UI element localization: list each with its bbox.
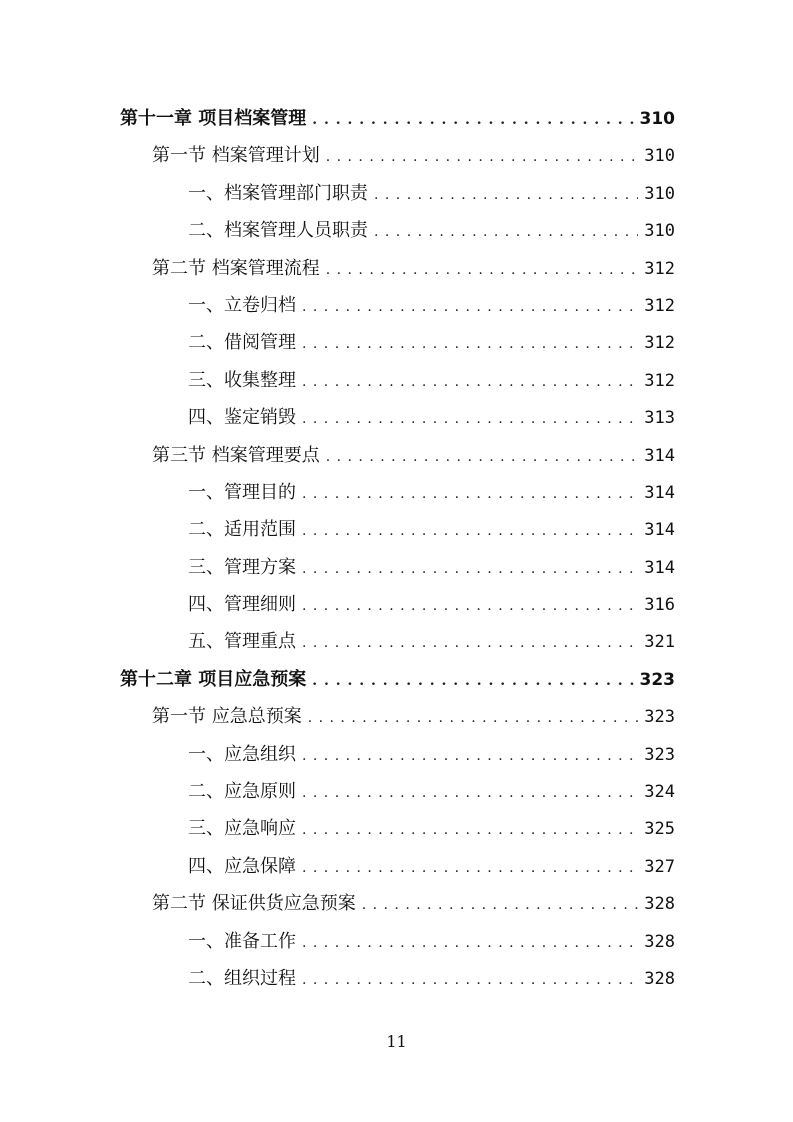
toc-entry-page: 324 [644,782,675,803]
dot-leader [302,551,638,588]
toc-entry[interactable] [120,549,675,586]
toc-entry-title: 第十一章 项目档案管理 [120,108,307,129]
dot-leader [302,775,638,812]
dot-leader [302,850,638,887]
toc-entry-page: 323 [639,669,675,690]
dot-leader [302,588,638,625]
dot-leader [312,102,633,139]
dot-leader [362,887,639,924]
toc-entry-page: 325 [644,819,675,840]
toc-entry-page: 328 [644,968,675,989]
toc-entry-title: 一、档案管理部门职责 [188,182,368,204]
dot-leader [302,401,638,438]
toc-entry-title: 第三节 档案管理要点 [152,444,320,466]
toc-entry-title: 二、适用范围 [188,519,296,541]
toc-entry-page: 323 [644,744,675,765]
toc-entry-page: 312 [644,370,675,391]
toc-entry[interactable] [120,698,675,735]
dot-leader [302,812,638,849]
toc-entry-page: 310 [644,221,675,242]
toc-entry-page: 310 [644,146,675,167]
toc-entry[interactable] [120,212,675,249]
toc-entry-title: 四、管理细则 [188,594,296,616]
toc-entry-page: 312 [644,258,675,279]
toc-entry-title: 二、组织过程 [188,967,296,989]
dot-leader [302,925,638,962]
toc-entry-page: 314 [644,445,675,466]
toc-entry-title: 三、管理方案 [188,556,296,578]
toc-entry-title: 二、档案管理人员职责 [188,220,368,242]
dot-leader [302,625,638,662]
toc-entry-title: 一、准备工作 [188,930,296,952]
toc-entry-title: 二、应急原则 [188,781,296,803]
toc-entry-page: 313 [644,408,675,429]
toc-entry-page: 310 [639,109,675,129]
toc-entry-title: 第一节 档案管理计划 [152,145,320,167]
toc-entry-page: 314 [644,557,675,578]
toc-entry[interactable] [120,137,675,174]
toc-entry[interactable] [120,175,675,212]
toc-entry-page: 310 [644,183,675,204]
toc-entry[interactable] [120,586,675,623]
toc-entry[interactable] [120,885,675,922]
toc-entry-title: 四、应急保障 [188,855,296,877]
dot-leader [374,177,638,214]
toc-entry[interactable] [120,848,675,885]
toc-entry-title: 四、鉴定销毁 [188,407,296,429]
dot-leader [302,962,638,999]
page-number: 11 [386,1032,407,1051]
dot-leader [302,476,638,513]
toc-entry-title: 第二节 档案管理流程 [152,257,320,279]
toc-entry[interactable] [120,399,675,436]
toc-entry-page: 314 [644,482,675,503]
toc-entry-title: 二、借阅管理 [188,332,296,354]
toc-entry[interactable] [120,437,675,474]
dot-leader [302,738,638,775]
toc-entry-title: 三、收集整理 [188,369,296,391]
dot-leader [312,663,633,700]
toc-entry-title: 三、应急响应 [188,818,296,840]
dot-leader [374,214,638,251]
toc-entry[interactable] [120,923,675,960]
toc-entry[interactable] [120,287,675,324]
toc-entry-title: 第一节 应急总预案 [152,706,302,728]
toc-entry-title: 一、应急组织 [188,743,296,765]
toc-entry-page: 323 [644,707,675,728]
toc-entry[interactable] [120,324,675,361]
dot-leader [302,326,638,363]
dot-leader [302,513,638,550]
dot-leader [308,700,639,737]
toc-entry-title: 五、管理重点 [188,631,296,653]
toc-entry[interactable] [120,100,675,137]
toc-entry-page: 316 [644,595,675,616]
toc-entry[interactable] [120,736,675,773]
toc-entry-title: 一、立卷归档 [188,294,296,316]
toc-entry-page: 312 [644,333,675,354]
toc-entry-title: 第二节 保证供货应急预案 [152,893,356,915]
toc-entry[interactable] [120,623,675,660]
dot-leader [302,364,638,401]
toc-entry-page: 328 [644,894,675,915]
dot-leader [326,439,639,476]
toc-entry[interactable] [120,511,675,548]
toc-entry-page: 327 [644,856,675,877]
toc-entry[interactable] [120,960,675,997]
toc-entry-page: 328 [644,931,675,952]
toc-entry[interactable] [120,661,675,698]
toc-entry-page: 321 [644,632,675,653]
toc-entry-title: 第十二章 项目应急预案 [120,668,307,690]
table-of-contents [120,100,675,997]
toc-entry[interactable] [120,474,675,511]
toc-entry[interactable] [120,773,675,810]
toc-entry-page: 312 [644,295,675,316]
toc-entry-page: 314 [644,520,675,541]
toc-entry[interactable] [120,362,675,399]
toc-entry-title: 一、管理目的 [188,481,296,503]
dot-leader [302,289,638,326]
dot-leader [326,139,639,176]
toc-entry[interactable] [120,810,675,847]
dot-leader [326,252,639,289]
toc-entry[interactable] [120,250,675,287]
